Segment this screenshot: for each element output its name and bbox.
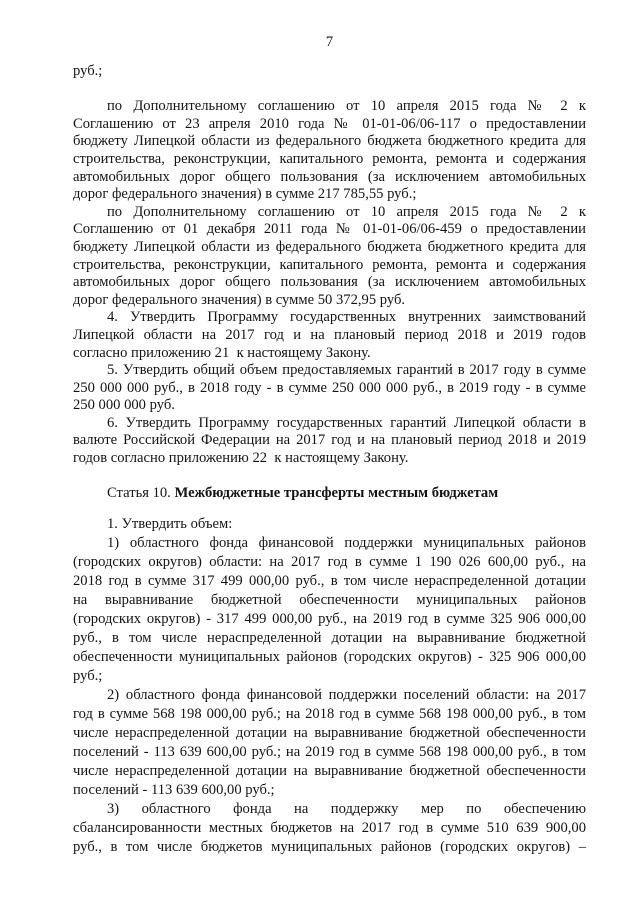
- article-number: Статья 10.: [107, 485, 171, 502]
- paragraph-subitem-1: [73, 534, 586, 686]
- text-line: руб., в том числе нераспределенной дотации на выравнивание бюджетной: [73, 629, 586, 646]
- paragraph-item-5: [73, 362, 586, 415]
- text-line: год в сумме 568 198 000,00 руб.; на 2018 год в сумме 568 198 000,00 руб., в том: [73, 705, 586, 722]
- text-line: бюджету Липецкой области из федерального бюджета бюджетного кредита для: [73, 238, 586, 255]
- text-line: 6. Утвердить Программу государственных гарантий Липецкой области в: [107, 414, 586, 431]
- text-line: Липецкой области на 2017 год и на плановый период 2018 и 2019 годов: [73, 326, 586, 343]
- text-line: руб.;: [73, 63, 103, 79]
- text-line: 2018 год в сумме 317 499 000,00 руб., в том числе нераспределенной дотации: [73, 572, 586, 589]
- text-line: поселений - 113 639 600,00 руб.;: [73, 781, 275, 798]
- text-line: 250 000 000 руб.: [73, 397, 175, 414]
- text-line: согласно приложению 21 к настоящему Закону.: [73, 344, 371, 361]
- text-line: 1) областного фонда финансовой поддержки муниципальных районов: [107, 534, 586, 551]
- paragraph-item-4: [73, 309, 586, 362]
- article-title: Межбюджетные трансферты местным бюджетам: [174, 485, 499, 502]
- text-line: по Дополнительному соглашению от 10 апреля 2015 года № 2 к: [107, 98, 586, 115]
- text-line: на выравнивание бюджетной обеспеченности муниципальных районов: [73, 591, 586, 608]
- text-line: валюте Российской Федерации на 2017 год и на плановый период 2018 и 2019: [73, 432, 586, 449]
- text-line: сбалансированности местных бюджетов на 2017 год в сумме 510 639 900,00: [73, 819, 586, 836]
- section-article-10: [73, 515, 586, 857]
- text-line: годов согласно приложению 22 к настоящему Закону.: [73, 450, 409, 467]
- text-line: руб., в том числе бюджетов муниципальных районов (городских округов) –: [73, 838, 586, 855]
- paragraph-spacer: [73, 468, 586, 486]
- paragraph-agreement-2010: [73, 98, 586, 204]
- text-line: Соглашению от 23 апреля 2010 года № 01-01-06/06-117 о предоставлении: [73, 115, 586, 132]
- text-line: бюджету Липецкой области из федерального бюджета бюджетного кредита для: [73, 133, 586, 150]
- text-line: поселений - 113 639 600,00 руб.; на 2019 год в сумме 568 198 000,00 руб., в том: [73, 743, 586, 760]
- text-line: числе нераспределенной дотации на выравнивание бюджетной обеспеченности: [73, 724, 586, 741]
- paragraph-item-6: [73, 415, 586, 468]
- text-line: строительства, реконструкции, капитального ремонта, ремонта и содержания: [73, 150, 586, 167]
- text-line: 4. Утвердить Программу государственных внутренних заимствований: [107, 309, 586, 326]
- page-number: 7: [325, 34, 334, 50]
- text-line: (городских округов) области: на 2017 год в сумме 1 190 026 600,00 руб., на: [73, 553, 586, 570]
- text-line: автомобильных дорог общего пользования (за исключением автомобильных: [73, 168, 586, 185]
- text-line: 3) областного фонда на поддержку мер по обеспечению: [107, 800, 586, 817]
- text-line: 250 000 000 руб., в 2018 году - в сумме 250 000 000 руб., в 2019 году - в сумме: [73, 379, 586, 396]
- text-line: строительства, реконструкции, капитального ремонта, ремонта и содержания: [73, 256, 586, 273]
- section-borrowing-and-guarantees: [73, 63, 586, 503]
- text-line: дорог федерального значения) в сумме 217 785,55 руб.;: [73, 186, 417, 203]
- paragraph-subitem-3: [73, 800, 586, 857]
- paragraph-agreement-2011: [73, 204, 586, 310]
- text-line: обеспеченности муниципальных районов (городских округов) - 325 906 000,00: [73, 648, 586, 665]
- text-line: 2) областного фонда финансовой поддержки поселений области: на 2017: [107, 686, 586, 703]
- text-line: Соглашению от 01 декабря 2011 года № 01-01-06/06-459 о предоставлении: [73, 221, 586, 238]
- paragraph-subitem-2: [73, 686, 586, 800]
- text-line: автомобильных дорог общего пользования (за исключением автомобильных: [73, 274, 586, 291]
- text-line: по Дополнительному соглашению от 10 апреля 2015 года № 2 к: [107, 203, 586, 220]
- text-line: руб.;: [73, 667, 103, 684]
- article-heading: [73, 485, 586, 503]
- text-line: 5. Утвердить общий объем предоставляемых гарантий в 2017 году в сумме: [107, 362, 586, 379]
- text-line: дорог федерального значения) в сумме 50 372,95 руб.: [73, 291, 406, 308]
- paragraph-spacer: [73, 81, 586, 99]
- text-line: числе нераспределенной дотации на выравнивание бюджетной обеспеченности: [73, 762, 586, 779]
- text-line: 1. Утвердить объем:: [107, 515, 233, 532]
- text-line: (городских округов) - 317 499 000,00 руб., на 2019 год в сумме 325 906 000,00: [73, 610, 586, 627]
